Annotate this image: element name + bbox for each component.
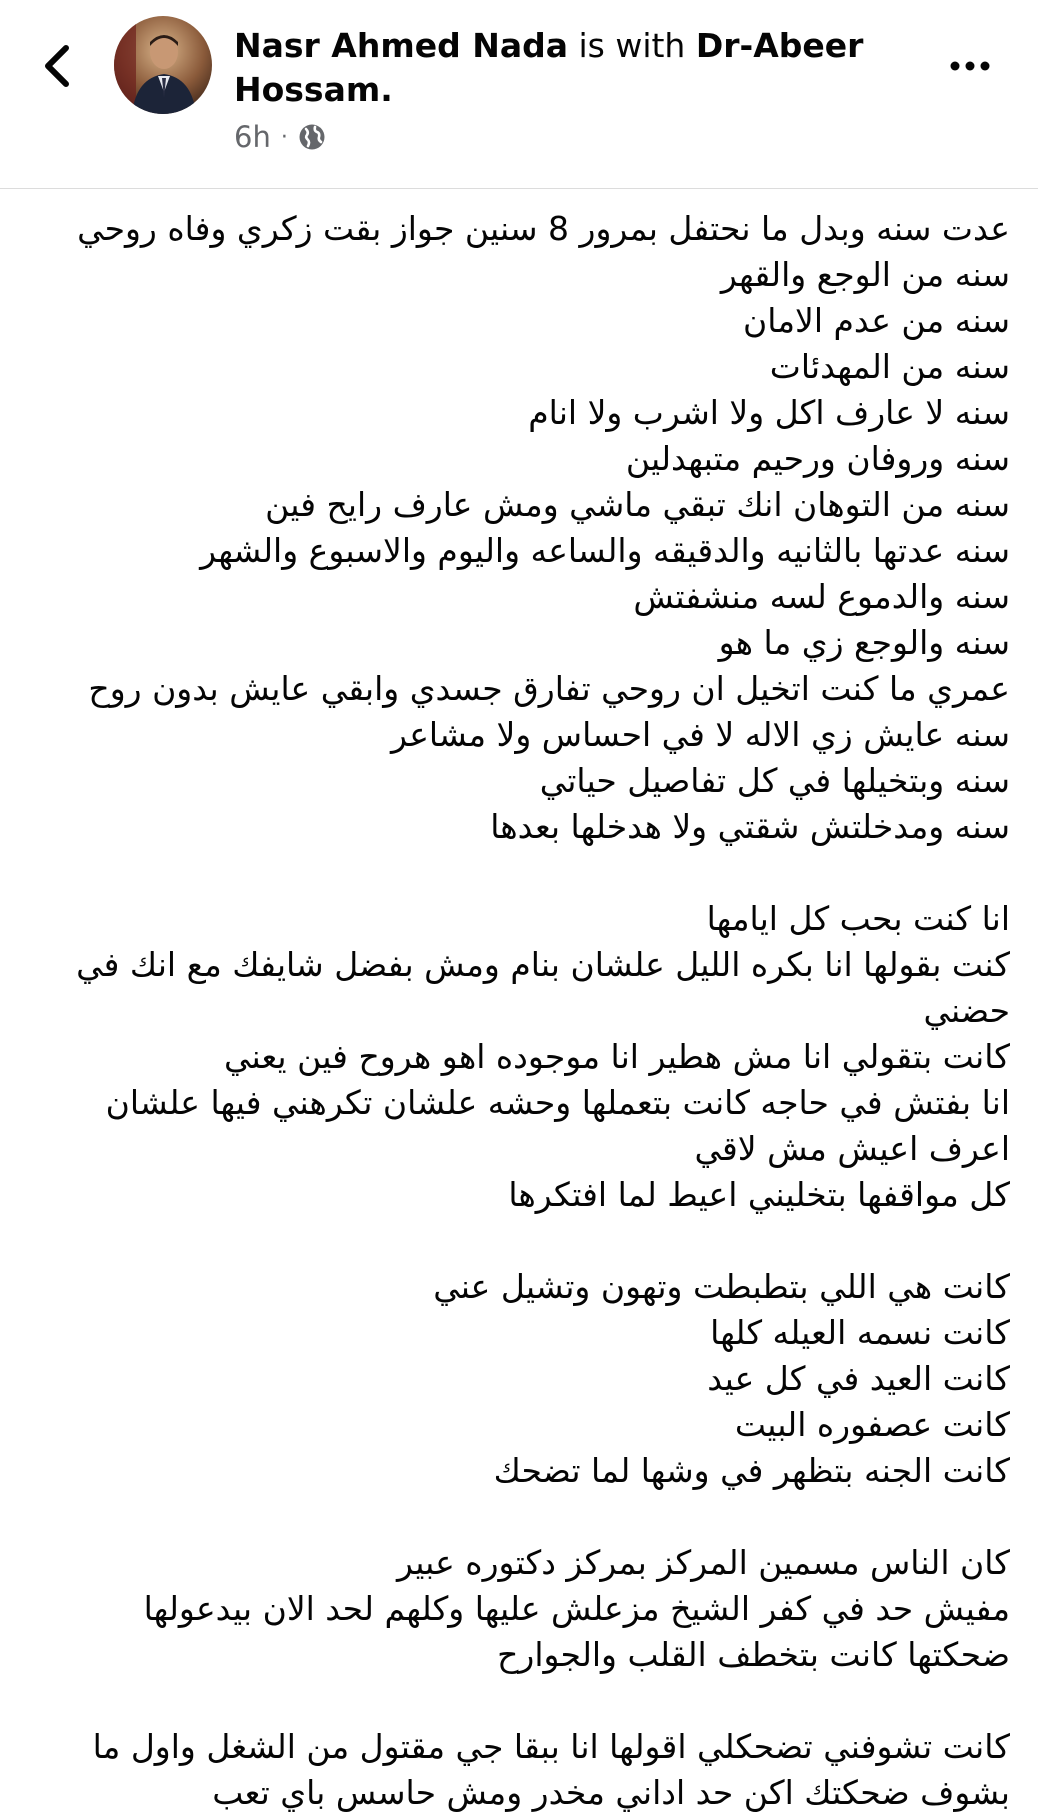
post-text-line: سنه عدتها بالثانيه والدقيقه والساعه واليوم والاسبوع والشهر <box>200 531 1010 570</box>
post-text-line: مفيش حد في كفر الشيخ مزعلش عليها وكلهم لحد الان بيدعولها <box>143 1589 1010 1628</box>
post-header <box>0 0 1038 189</box>
post-text-line: سنه ومدخلتش شقتي ولا هدخلها بعدها <box>490 807 1010 846</box>
paragraph-gap <box>40 1218 1010 1264</box>
more-horizontal-icon <box>950 61 990 71</box>
post-time[interactable]: 6h <box>234 120 271 154</box>
post-text-line: عمري ما كنت اتخيل ان روحي تفارق جسدي وابقي عايش بدون روح <box>88 669 1010 708</box>
post-title <box>234 24 934 68</box>
chevron-left-icon <box>42 44 72 88</box>
post-body <box>40 206 1010 1816</box>
post-text-line: كانت الجنه بتظهر في وشها لما تضحك <box>493 1451 1010 1490</box>
post-text-line: سنه من المهدئات <box>769 347 1010 386</box>
post-text-line: كانت هي اللي بتطبطت وتهون وتشيل عني <box>433 1267 1010 1306</box>
post-text-line: كانت عصفوره البيت <box>734 1405 1010 1444</box>
post-meta <box>234 120 934 154</box>
post-text-line: سنه وروفان ورحيم متبهدلين <box>625 439 1010 478</box>
paragraph-gap <box>40 1678 1010 1724</box>
post-text-line: سنه عايش زي الاله لا في احساس ولا مشاعر <box>391 715 1010 754</box>
post-text-line: سنه من التوهان انك تبقي ماشي ومش عارف رايح فين <box>265 485 1010 524</box>
post-text-line: انا كنت بحب كل ايامها <box>706 899 1010 938</box>
post-text-line: سنه والدموع لسه منشفتش <box>633 577 1010 616</box>
avatar[interactable] <box>114 16 212 114</box>
post-text-line: سنه والوجع زي ما هو <box>718 623 1010 662</box>
globe-icon <box>298 123 326 151</box>
paragraph-gap <box>40 1494 1010 1540</box>
post-text-line: كل مواقفها بتخليني اعيط لما افتكرها <box>508 1175 1010 1214</box>
post-text-line: كان الناس مسمين المركز بمركز دكتوره عبير <box>397 1543 1010 1582</box>
post-text-line: كانت بتقولي انا مش هطير انا موجوده اهو هروح فين يعني <box>224 1037 1010 1076</box>
with-text: is with <box>578 26 686 65</box>
post-text-line: كانت العيد في كل عيد <box>707 1359 1010 1398</box>
paragraph-gap <box>40 850 1010 896</box>
post-text-line: كنت بقولها انا بكره الليل علشان بنام ومش بفضل شايفك مع انك في حضني <box>76 945 1010 1030</box>
meta-separator: · <box>280 124 288 150</box>
post-text-line: سنه من الوجع والقهر <box>720 255 1010 294</box>
post-text-line: سنه وبتخيلها في كل تفاصيل حياتي <box>539 761 1010 800</box>
post-text-line: ضحكتها كانت بتخطف القلب والجوارح <box>497 1635 1010 1674</box>
tagged-name-first[interactable]: Dr-Abeer <box>695 26 864 65</box>
post-header-text <box>234 24 934 154</box>
post-text-line: كانت تشوفني تضحكلي اقولها انا ببقا جي مقتول من الشغل واول ما بشوف ضحكتك اكن حد اداني مخدر ومش حاسس باي تعب <box>92 1727 1010 1812</box>
tagged-name-second[interactable]: Hossam. <box>234 70 393 109</box>
post-text-line: سنه لا عارف اكل ولا اشرب ولا انام <box>528 393 1010 432</box>
back-button[interactable] <box>30 36 84 96</box>
post-text-line: عدت سنه وبدل ما نحتفل بمرور 8 سنين جواز بقت زكري وفاه روحي <box>77 209 1010 248</box>
post-text-line: سنه من عدم الامان <box>743 301 1010 340</box>
post-text-line: انا بفتش في حاجه كانت بتعملها وحشه علشان تكرهني فيها علشان اعرف اعيش مش لاقي <box>105 1083 1010 1168</box>
post-text-line: كانت نسمه العيله كلها <box>710 1313 1010 1352</box>
post-title-line-2 <box>234 68 934 112</box>
author-name[interactable]: Nasr Ahmed Nada <box>234 26 568 65</box>
more-options-button[interactable] <box>940 46 1000 86</box>
